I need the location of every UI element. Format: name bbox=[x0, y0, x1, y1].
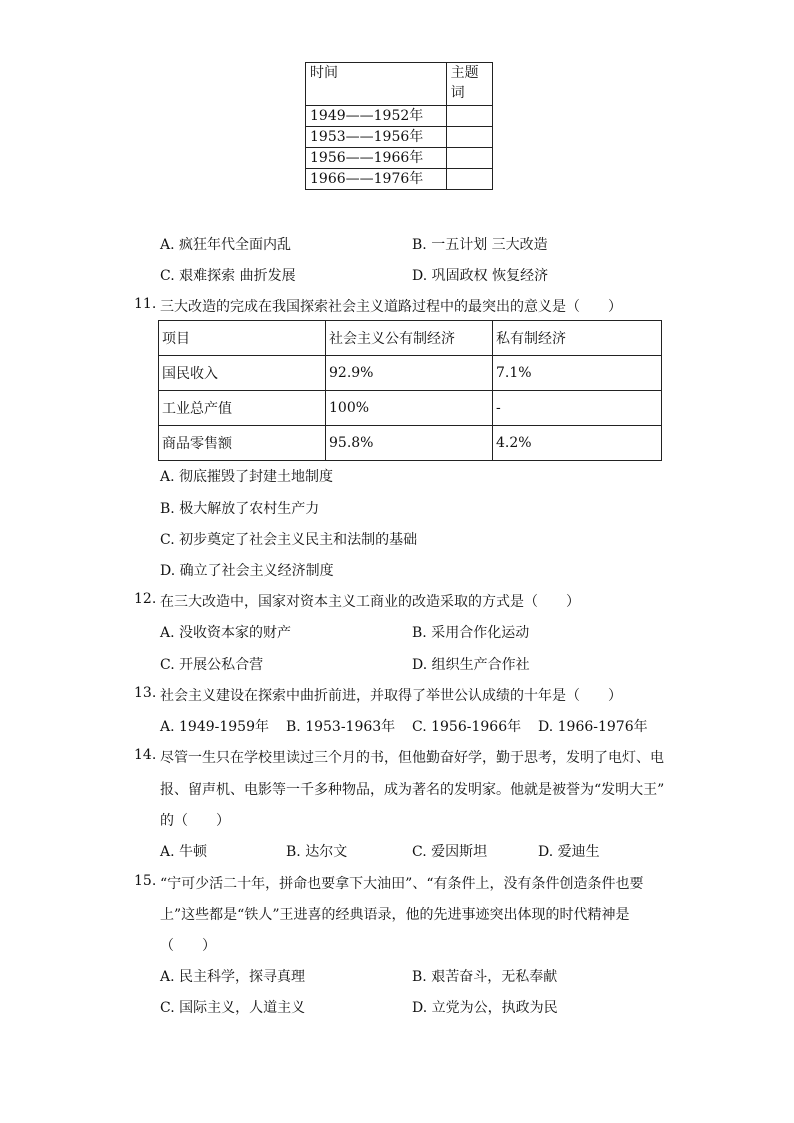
option-d: D. 确立了社会主义经济制度 bbox=[160, 563, 334, 579]
question-number: 15. bbox=[134, 873, 157, 889]
option-c: C. 爱因斯坦 bbox=[412, 844, 488, 860]
question-number: 14. bbox=[134, 747, 157, 763]
table-header-cell: 项目 bbox=[159, 321, 326, 356]
option-d: D. 巩固政权 恢复经济 bbox=[412, 268, 549, 284]
option-d: D. 爱迪生 bbox=[538, 844, 600, 860]
table-cell: 92.9% bbox=[326, 356, 493, 391]
option-a: A. 牛顿 bbox=[160, 844, 208, 860]
table-row bbox=[159, 391, 662, 426]
option-c: C. 初步奠定了社会主义民主和法制的基础 bbox=[160, 532, 418, 548]
table-cell bbox=[446, 106, 492, 127]
option-b: B. 极大解放了农村生产力 bbox=[160, 501, 320, 517]
table-cell: 商品零售额 bbox=[159, 426, 326, 461]
table-cell: 工业总产值 bbox=[159, 391, 326, 426]
question-stem-line: （ ） bbox=[160, 938, 216, 954]
option-a: A. 民主科学，探寻真理 bbox=[160, 969, 306, 985]
table-header-cell: 私有制经济 bbox=[493, 321, 662, 356]
option-a: A. 没收资本家的财产 bbox=[160, 625, 292, 641]
table-header-cell: 时间 bbox=[306, 63, 447, 106]
option-a: A. 疯狂年代全面内乱 bbox=[160, 237, 292, 253]
question-number: 12. bbox=[134, 591, 157, 607]
option-d: D. 1966-1976年 bbox=[538, 719, 648, 735]
table-header-cell: 社会主义公有制经济 bbox=[326, 321, 493, 356]
table-cell: 1949——1952年 bbox=[306, 106, 447, 127]
question-stem-line: 尽管一生只在学校里读过三个月的书，但他勤奋好学，勤于思考，发明了电灯、电 bbox=[160, 750, 664, 766]
table-header-row bbox=[306, 63, 493, 106]
question-stem: 社会主义建设在探索中曲折前进，并取得了举世公认成绩的十年是（ ） bbox=[160, 688, 622, 704]
question-stem: 在三大改造中，国家对资本主义工商业的改造采取的方式是（ ） bbox=[160, 594, 580, 610]
table-cell: 100% bbox=[326, 391, 493, 426]
option-d: D. 组织生产合作社 bbox=[412, 657, 530, 673]
option-c: C. 开展公私合营 bbox=[160, 657, 264, 673]
option-d: D. 立党为公，执政为民 bbox=[412, 1000, 558, 1016]
table-cell: 国民收入 bbox=[159, 356, 326, 391]
table-cell: 1956——1966年 bbox=[306, 148, 447, 169]
period-table bbox=[305, 62, 493, 190]
table-cell: 1953——1956年 bbox=[306, 127, 447, 148]
table-header-cell: 主题词 bbox=[446, 63, 492, 106]
question-stem-line: “宁可少活二十年，拼命也要拿下大油田”、“有条件上，没有条件创造条件也要 bbox=[160, 876, 644, 892]
table-cell: 95.8% bbox=[326, 426, 493, 461]
table-row bbox=[306, 127, 493, 148]
table-cell: 4.2% bbox=[493, 426, 662, 461]
question-stem: 三大改造的完成在我国探索社会主义道路过程中的最突出的意义是（ ） bbox=[160, 299, 622, 315]
option-c: C. 艰难探索 曲折发展 bbox=[160, 268, 296, 284]
option-c: C. 国际主义，人道主义 bbox=[160, 1000, 306, 1016]
table-row bbox=[159, 426, 662, 461]
question-stem-line: 上”这些都是“铁人”王进喜的经典语录，他的先进事迹突出体现的时代精神是 bbox=[160, 907, 630, 923]
option-a: A. 彻底摧毁了封建土地制度 bbox=[160, 469, 334, 485]
ownership-table bbox=[158, 320, 662, 461]
table-header-row bbox=[159, 321, 662, 356]
table-cell bbox=[446, 148, 492, 169]
table-row bbox=[306, 148, 493, 169]
option-a: A. 1949-1959年 bbox=[160, 719, 269, 735]
option-b: B. 1953-1963年 bbox=[286, 719, 396, 735]
option-c: C. 1956-1966年 bbox=[412, 719, 522, 735]
table-cell: 7.1% bbox=[493, 356, 662, 391]
option-b: B. 达尔文 bbox=[286, 844, 348, 860]
question-stem-line: 报、留声机、电影等一千多种物品，成为著名的发明家。他就是被誉为“发明大王” bbox=[160, 782, 665, 798]
table-cell: 1966——1976年 bbox=[306, 169, 447, 190]
table-row bbox=[306, 106, 493, 127]
table-row bbox=[306, 169, 493, 190]
question-number: 11. bbox=[134, 296, 157, 312]
option-b: B. 采用合作化运动 bbox=[412, 625, 530, 641]
table-cell: - bbox=[493, 391, 662, 426]
table-cell bbox=[446, 127, 492, 148]
table-row bbox=[159, 356, 662, 391]
question-number: 13. bbox=[134, 685, 157, 701]
table-cell bbox=[446, 169, 492, 190]
option-b: B. 艰苦奋斗，无私奉献 bbox=[412, 969, 558, 985]
option-b: B. 一五计划 三大改造 bbox=[412, 237, 548, 253]
question-stem-line: 的（ ） bbox=[160, 813, 230, 829]
